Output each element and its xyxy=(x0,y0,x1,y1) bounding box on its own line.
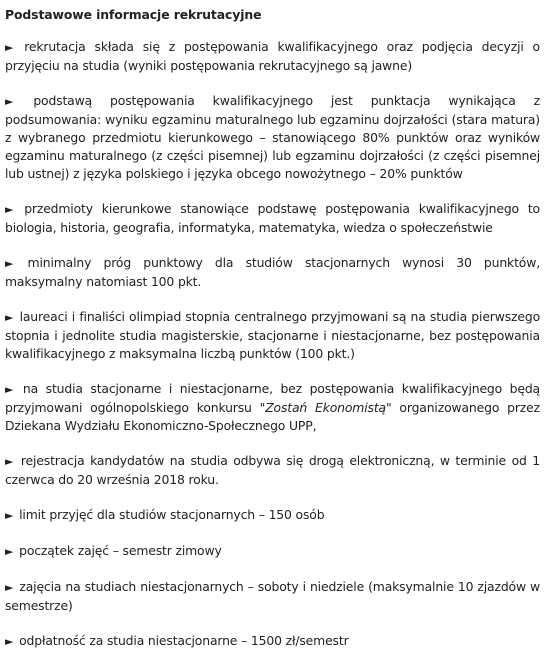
list-item-text: podstawą postępowania kwalifikacyjnego jest punktacja wynikająca z podsumowania: wyniku egzaminu maturalnego lub egzaminu dojrzałości (stara matura) z wybranego przedmiotu kierunkowego – stanowiącego 80% punktów oraz wyników egzaminu maturalnego (z części pisemnej) lub egzaminu dojrzałości (z części pisemnej lub ustnej) z języka polskiego i języka obcego nowożytnego – 20% punktów xyxy=(5,93,540,181)
arrow-bullet-icon: ► xyxy=(5,95,14,108)
list-item xyxy=(5,506,540,525)
arrow-bullet-icon: ► xyxy=(5,41,14,54)
arrow-bullet-icon: ► xyxy=(5,545,14,558)
list-item-text: początek zajęć – semestr zimowy xyxy=(19,543,222,558)
list-item xyxy=(5,38,540,75)
arrow-bullet-icon: ► xyxy=(5,581,14,594)
list-item xyxy=(5,578,540,615)
arrow-bullet-icon: ► xyxy=(5,455,14,468)
arrow-bullet-icon: ► xyxy=(5,383,14,396)
list-item xyxy=(5,380,540,435)
list-item-text: na studia stacjonarne i niestacjonarne, bez postępowania kwalifikacyjnego będą przyjmowani ogólnopolskiego konkursu " xyxy=(5,381,540,415)
list-item xyxy=(5,308,540,363)
arrow-bullet-icon: ► xyxy=(5,257,14,270)
list-item xyxy=(5,452,540,489)
list-item-text: odpłatność za studia niestacjonarne – 1500 zł/semestr xyxy=(19,633,349,648)
list-item xyxy=(5,92,540,183)
list-item-text: laureaci i finaliści olimpiad stopnia centralnego przyjmowani są na studia pierwszego stopnia i jednolite studia magisterskie, stacjonarne i niestacjonarne, bez postępowania kwalifikacyjnego z maksymalna liczbą punktów (100 pkt.) xyxy=(5,309,540,361)
list-item xyxy=(5,542,540,561)
list-item-text: minimalny próg punktowy dla studiów stacjonarnych wynosi 30 punktów, maksymalny natomiast 100 pkt. xyxy=(5,255,540,289)
contest-name: Zostań Ekonomistą xyxy=(265,400,386,415)
arrow-bullet-icon: ► xyxy=(5,635,14,648)
list-item-text: limit przyjęć dla studiów stacjonarnych – 150 osób xyxy=(19,507,325,522)
arrow-bullet-icon: ► xyxy=(5,509,14,522)
list-item xyxy=(5,632,540,651)
list-item-text-end: " organizowanego przez Dziekana Wydziału Ekonomiczno-Społecznego UPP, xyxy=(5,400,540,433)
arrow-bullet-icon: ► xyxy=(5,203,14,216)
list-item xyxy=(5,254,540,291)
list-item-text: rekrutacja składa się z postępowania kwalifikacyjnego oraz podjęcia decyzji o przyjęciu na studia (wyniki postępowania rekrutacyjnego są jawne) xyxy=(5,39,540,73)
arrow-bullet-icon: ► xyxy=(5,311,14,324)
section-title: Podstawowe informacje rekrutacyjne xyxy=(5,7,262,22)
list-item-text: przedmioty kierunkowe stanowiące podstawę postępowania kwalifikacyjnego to biologia, historia, geografia, informatyka, matematyka, wiedza o społeczeństwie xyxy=(5,201,540,235)
list-item-text: zajęcia na studiach niestacjonarnych – soboty i niedziele (maksymalnie 10 zjazdów w semestrze) xyxy=(5,579,540,613)
list-item-text: rejestracja kandydatów na studia odbywa się drogą elektroniczną, w terminie od 1 czerwca do 20 września 2018 roku. xyxy=(5,453,540,487)
list-item xyxy=(5,200,540,237)
